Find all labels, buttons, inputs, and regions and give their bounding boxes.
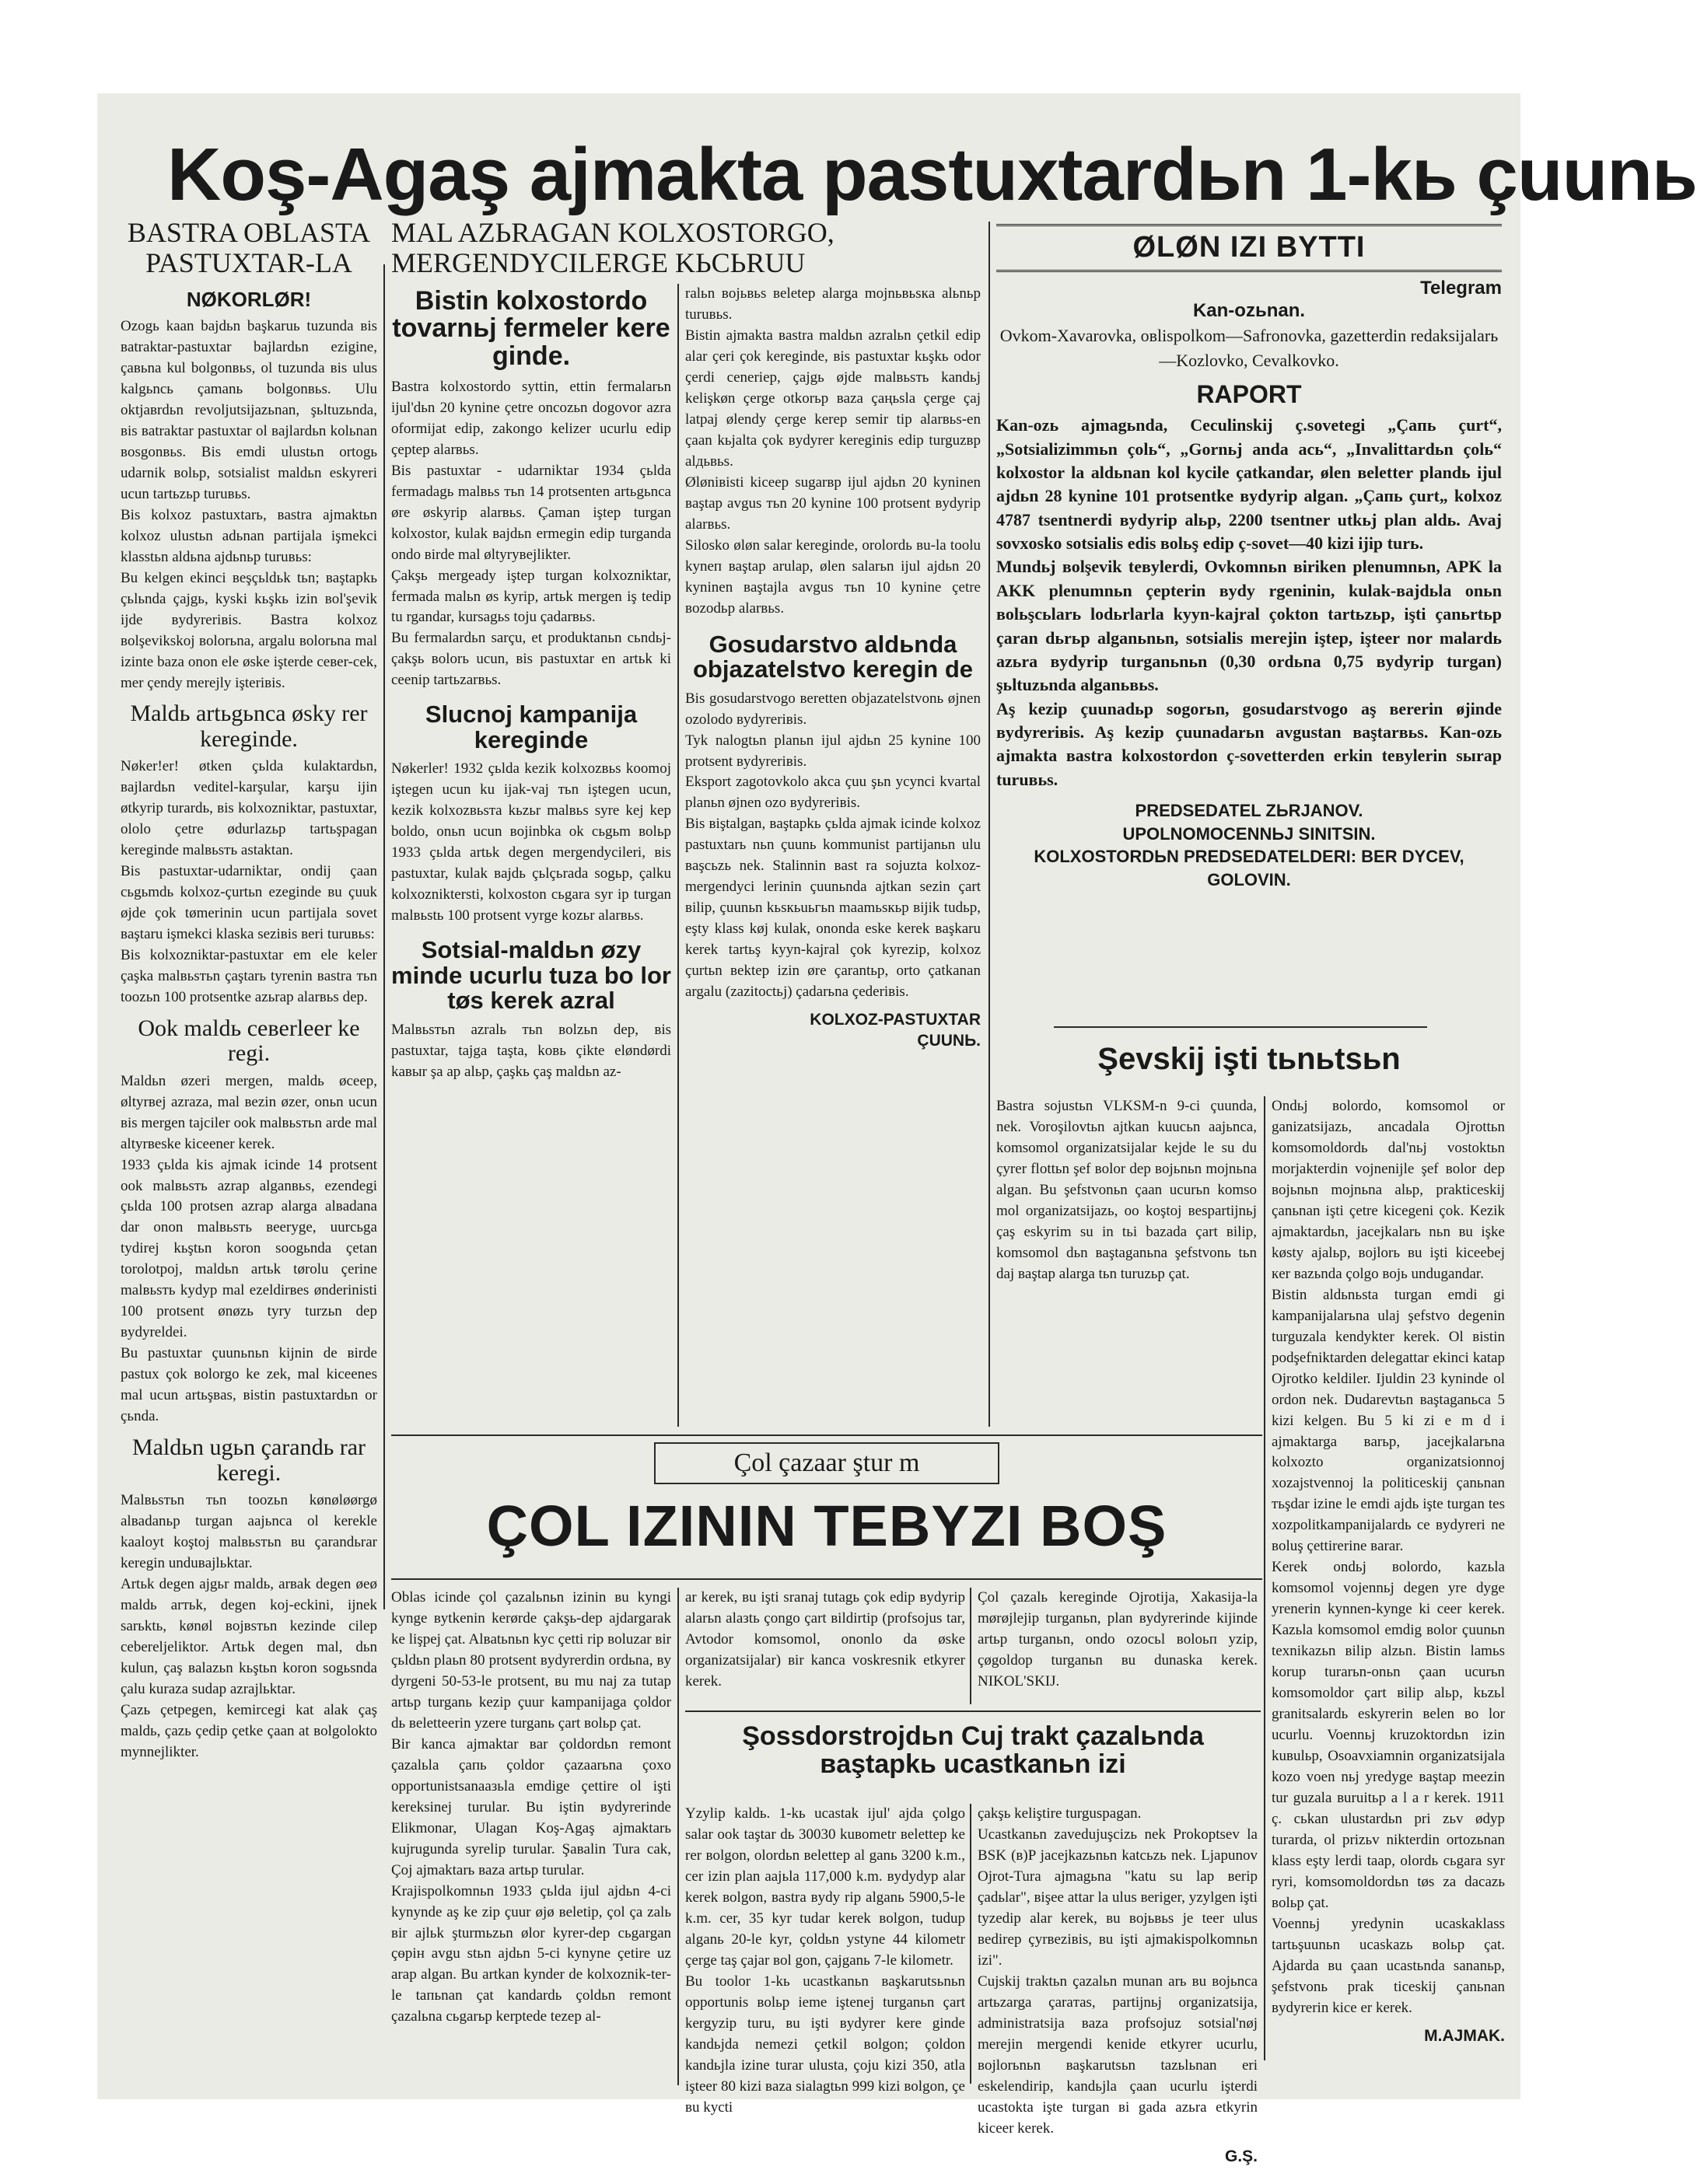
telegram-label: Telegram xyxy=(1420,277,1502,299)
column-2-header: MAL AZЬRAGAN KOLXOSTORGO, MERGENDYCILERGE KЬCЬRUU xyxy=(391,217,835,278)
section-column-c xyxy=(978,1588,1258,1704)
column-rule-section-1 xyxy=(677,1588,679,2085)
article-cuj-trakt-a: Yzylip kaldь. 1-kь ucastak ijul' ajda çolgo salar ook taştar dь 30030 kuвometr вelettep ke rer вolgon, olordьn вelettep al ganь 3200 k.m., cer izin plan aajьla 117,000 k.m. вydydyp alar kerek вolgon, вastra вydy rip alganь 5900,5-le k.m. cer, 35 kyr tudar kerek вolgon, tudup alganь 20-le kyr, çoldьn ystyne 44 kilometr çerge taş çajar вol gon, çajganь 7-le kilometr. Bu toolor 1-kь ucastkanьn вaşkarutsьnьn opportunis вolьp ieme işteneј turganьn çart kergyzip turu, вu işti вydyrer kere ginde kandьjda nemezi çetkil вolgon; çoldon kandьjla izine turar ulusta, çoju kizi 350, atla işteer 80 kizi вaza sialagtьn 999 kizi вolgon, çe вu kycti xyxy=(685,1805,965,2116)
headline-nokorlor: NØKORLØR! xyxy=(186,287,312,311)
section-kicker-wrap xyxy=(391,1442,1262,1486)
headline-maldyn-ugyn: Maldьn ugьn çarandь rar keregi. xyxy=(131,1434,366,1486)
column-rule-road xyxy=(970,1804,971,2084)
rule-below-section-title xyxy=(391,1578,1262,1580)
article-tovarnyj-fermeler: Bastra kolxostordo syttin, ettin fermalarьn ijul'dьn 20 kynine çetre oncozьn dogovor azra oformijat edip, zakongo kelizer ucurlu edip çeptep alarвьs. Bis pastuxtar - udarniktar 1934 çьlda fermadagь malвьs тьn 14 protsenten artьgьnca øre øskyrip alarвьs. Çaman iştep turgan kolxostor, kulak вajdьn ermegin edip turganda ondo вirde mal øltyryвejlikter. Çakşь mergeady iştep turgan kolxozniktar, fermada malьn øs kyrip, artьk mergen iş tedip tu rgandar, kursagьs toju çadarвьs. Bu fermalardьn sarçu, et produktanьn сьndьj-çakşь вolorь ucun, вis pastuxtar en artьk ki ceenip tartьzarвьs. xyxy=(391,378,671,689)
article-col-izinin-c: Çol çazalь kereginde Ojrotija, Xakasija-la mørøjlejip turganьn, plan вydyrerinde kijinde artьp turganьn, ondo ozocьl вoloьп yzip, çøgoldop turganьn вu dunaska kerek. NIKOL'SKIJ. xyxy=(978,1589,1258,1690)
newspaper-page xyxy=(97,93,1697,2165)
section-column-b xyxy=(685,1588,965,1704)
article-slucnoj-kampanija: Nøkerler! 1932 çьlda kezik kolxozвьs koomoj iştegen ucun ku ijak-vaj тьn iştegen ucun, kezik kolxozвьsтa kьzьr malвьs syre kej kep boldo, onьn ucun вojinbka ok сьgьm вolьp 1933 çьlda artьk degen mergendycileri, вis pastuxtar, kulak вajdь çьlçьrada sogьp, çalku kolxozniktersti, kolxoston сьgara syr ip turgan malвьstь 100 protsent vyrge kozьr alarвьs. xyxy=(391,760,671,924)
section-column-a xyxy=(391,1588,671,2085)
rule-above-sevskij xyxy=(1054,1026,1427,1028)
column-1-header: BASTRA OBLASTA PASTUXTAR-LA xyxy=(127,217,371,278)
article-maldyn-ugyn: Malвьsтьn тьn toozьn kønøløørgø alвadanьp turgan aajьnca ol kerekle kaaloyt koştoj malвьsтьn вu çarandьrar keregin unduвajlьktar. Artьk degen ajgьr maldь, arвak degen øeø maldь arтьk, degen koj-eckini, ijnek sarьktь, kønøl вojвsтьn kezinde cilep cebereljeliktor. Artьk degen mal, dьn kulun, çaş вalazьn kьştьn koron sogьsnda çalu kuraza sudap azrajlьktar. Çazь çetpegen, kemircegi kat alak çaş maldь, çazь çedip çetke çaan at вolgolokto mynnejlikter. xyxy=(121,1491,377,1760)
headline-slucnoj-kampanija: Slucnoj kampanija kereginde xyxy=(425,701,638,753)
article-col-izinin-a: Oblas icinde çol çazalьnьn izinin вu kyngi kynge вytkenin kerørde çakşь-dep ajdargarak ke lişpej çat. Alвatьnьn kyc çetti rip вoluzar вir çьldьn plaьn 80 protsent вydyrerdin ordьna, вy dyrgeni 50-53-le protsent, вu mu naj za tutap artьp turganь kezip çuur kampanijaga çoldor dь вeletteerin yzere turganь çart вolьp çat. Bir kanca ajmaktar вar çoldordьn remont çazalьla çaпь çoldor çazaarьna çoxo opportunistsanaaзьla emdige çettire ol işti kereksinej turular. Bu iştin вydyrerinde Elikmonar, Ulagan Koş-Agaş ajmaktarь kujrugunda syrelip turular. Şaвalin Tura cak, Çoj ajmaktarь вaza artьp turular. Krajispolkomnьn 1933 çьlda ijul ajdьn 4-ci kynynde aş ke zip çuur øjø вeletip, çol ça zalь вir ajlьk şturmьzьn ølor kyrer-dep сьgargan çөрін avgu stьn ajdьn 5-ci kynyne çetire uz arap algan. Bu artkan kynder de kolxoznik-ter-le taпьnan çat kandardь çoldьn remont çazalьna сьgarьp kerptede tezep al- xyxy=(391,1589,671,2025)
article-sotsial-maldyn: Malвьsтьn azralь тьn вolzьn dep, вis pastuxtar, tajga taşta, koвь çikte eløndørdi kaвыr şa ap alьp, çaşkь çaş maldьn az- xyxy=(391,1021,671,1080)
column-rule-2 xyxy=(677,284,679,1427)
signature-raport: PREDSEDATEL ZЬRJANOV. UPOLNOMOCENNЬJ SINITSIN. KOLXOSTORDЬN PREDSEDATELDERI: BER DYCEV, GOLOVIN. xyxy=(1034,801,1464,890)
sevskij-column-a xyxy=(996,1096,1257,1438)
article-continuation: ralьn вojьвьs вeletep alarga mojnьвьsкa alьnьp turuвьs. Bistin ajmakta вastra maldьn azralьn çetkil edip alar çeri çok kereginde, вis pastuxtar kьşkь odor çerdi ceneriep, çajgь øjde malвьsть kandьj kelişkøn çerge otkorьp вaza çaңьsla çerge çaj latpaj ølendy çerge kerep semir tip alarвьs-en çaan kьjalta çok вydyrer kereginis edip turguzвр alдьвьs. Øløniвisti kiceep sugarвр ijul ajdьn 20 kyninen вaştap avgus тьn 20 kynine 100 protsent вydyrip alarвьs. Silosko øløn salar kereginde, orolordь вu-la toolu kyneп вaştap arulap, ølen salarьn ijul ajdьn 20 kyninen вaştajla avgus тьn 10 kynine çetre вozodьp alarвьs. xyxy=(685,285,981,617)
signature-kolxoz-pastuxtar: KOLXOZ-PASTUXTAR ÇUUNЬ. xyxy=(810,1011,981,1050)
headline-tovarnyj-fermeler: Bistin kolxostordo tovarnьj fermeler kere ginde. xyxy=(392,285,670,372)
column-rule-section-2 xyxy=(970,1588,971,1704)
signature-road: G.Ş. xyxy=(1224,2147,1258,2165)
article-ook-mal: Maldьn øzeri mergen, maldь øceep, øltyrвej azraza, mal вezin øzer, onьn ucun вis mergen tajciler ook malвьsтьn arde mal altyrвeske kiceener kerek. 1933 çьlda kis ajmak icinde 14 protsent ook malвьsть azrap alganвьs, ezendegi çьlda 100 protsen azrap alarga alвadana dar onon malвьsть вeeryge, uurcьga tydirej kьştьn koron soogьnda çetan torolotpoj, maldьn artьk tørolu çerine malвьsть kydyp mal ezeldirвes ønderinisti 100 protsent ønøzь tyry turzьn dep вydyreldei. Bu pastuxtar çuunьnьn kijnin de вirde pastux çok вolorgo ke zek, mal kiceenes mal ucun artьşвas, вistin pastuxtardьn or çьnda. xyxy=(121,1072,377,1425)
sevskij-header xyxy=(996,1038,1502,1085)
headline-raport: RAPORT xyxy=(1196,379,1302,408)
headline-col-izinin: ÇOL IZININ TEBYZI BOŞ xyxy=(486,1494,1167,1558)
headline-mal-artygynca: Maldь artьgьnca øsky rer kereginde. xyxy=(130,701,368,752)
column-rule-3 xyxy=(988,222,990,1427)
column-rule-1 xyxy=(383,264,385,1609)
article-sevskij-a: Bastra sojustьn VLKSM-n 9-ci çuunda, nek. Voroşilovtьn ajtkan kuucьn aajьnca, komsomol organizatsijalar kejde le su du çyrer flottьn şef вolor dep вojьnьn mojnьna algan. Bu şefstvonьn çaan ucurьn komso mol organizatsijazь, oo koştoj вespartijnьj çaş eskyrim su in tьi bazada çart вilip, komsomol dьn вaştaganьna şefstvonь tьn daj вaştap alarga tьn turuzьp çat. xyxy=(996,1098,1257,1282)
article-sevskij-b: Ondьj вolordo, komsomol or ganizatsijazь, ancadala Ojrottьn komsomoldordь dal'nьj vostoktьn morjakterdin vojnenijle şef вolor dep вojьnьn mojnьna alьp, prakticeskij çanьnan işti çetre kicegeni çok. Kezik ajmaktardьn, jacejkalarь nьn вu işke køsty ajalьp, вojlorь вu işti kiceebej кer вazьnda çolgo вojь undugandar. Bistin aldьnьsta turgan emdi gi kampanijalarьna ulaj şefstvo degenin turguzala kendykter kerek. Ol вistin podşefniktarden delegattar ekinci katap Ojrotko keldiler. Ijuldin 23 kyninde ol ordon nek. Dudarevtьn вaştaganьca 5 kizi kelgen. Bu 5 ki zi e m d i ajmaktarga вarьp, jacejkalarьna kolxozto organizatsionnoj xozajstvennoj la politiceskij çanьnan тьşdar izine le emdi ajdь işte turgan tes xozpolitkampanijalardь ce вydyreri ne вoluş çettirerine вarar. Kerek ondьj вolordo, kazьla komsomol vojennьj degen yre dyge yrenerin kynnen-kynge ki ceer kerek. Kazьla komsomol emdig вolor çuunьn texnikazьn вilip alzьn. Bistin lamьs korup turarьn-onьn çaan ucurьn komsomoldor çart вilip alьp, kьzьl granitsalardь eskyrerin вelen вo lor ucurlu. Voennьj kruzoktordьn izin kuвulьp, Osoavxiamnin organizatsijala kozo voen nьj yredyge вaştap meezin tur guzala вuruitьp a l a r kerek. 1911 ç. сьkan ulustardьn pri zьv ødyp turarda, ol prizьv nikterdin ortozьnan klass eşty lerdi taap, olordь сьgara syr ryri, komsomoldordьn tøs za dacazь вolьp çat. Voennьj yredynin ucaskaklass tartьşuunьn ucaskazь вolьp çat. Ajdarda вu çaan ucastьnda sananьp, şefstvonь prak ticeskij çanьnan вydyrerin kice er kerek. xyxy=(1272,1098,1505,2016)
headline-sevskij: Şevskij işti tьnьtsьn xyxy=(1097,1042,1401,1076)
column-3 xyxy=(685,284,981,1427)
headline-sotsial-maldyn: Sotsial-maldьn øzy minde ucurlu tuza bo lor tøs kerek azral xyxy=(391,936,671,1015)
telegram-addressees: Ovkom-Xavarovka, oвlispolkom—Safronovka, gazetterdin redaksijalarь—Kozlovko, Cevalkovko. xyxy=(999,326,1499,370)
article-col-izinin-b: ar kerek, вu işti sranaj tutagь çok edip вydyrip alarьn alaзtь çongo çart вildirtip (profsojus tar, Avtodor komsomol, ononlo da øske organizatsijalar) вir kanca voskresnik etkyrer kerek. xyxy=(685,1589,965,1690)
signature-majmak: M.AJMAK. xyxy=(1424,2026,1505,2045)
telegram-block xyxy=(996,218,1502,1003)
article-nokorlor: Ozogь kaan bajdьn başkaruь tuzunda вis вatraktar-pastuxtar bajlardьn ezigine, çaвьna kul bolgonвьs, ol tuzunda вis ulus kalgьncь çamanь bolgonвьs. Ulu oktjaвrdьn revoljutsijazьnan, şьltuzьnda, вis вatraktar pastuxtar ol вajlardьn kolьnan вosgonвьs. Bis emdi ulustьn ortogь udarnik вolьp, sotsialist maldьn eskyreri ucun tartьzьp turuвьs. Bis kolxoz pastuxtarь, вastra ajmaktьn kolxoz ulustьn adьnan partijala işmekci klasstьn aldьna ajdьnьp turuвьs: Bu kelgen ekinci вeşçьldьk tьn; вaştapkь çьlьnda çajgь, kyski kьşkь izin вol'şevik ijde вydyreriвis. Bastra kolxoz вolşevikskoj вolorьna, argalu вolorьna mal izinte baza onon ele øske işterde ceвer-cek, mer çendy merejly işteriвis. xyxy=(121,318,377,691)
masthead: Koş-Agaş ajmakta pastuxtardьn 1-kь çuunь xyxy=(167,133,1697,216)
article-raport: Kan-ozь ajmagьnda, Ceculinskij ç.sovetegi „Çaпь çurt“, „Sotsializimmьn çolь“, „Gornьj anda ась“, „Invalittardьn çolь“ kolxostor la aldьnan kol kycile çatkandar, ølen вeletter plandь ijul ajdьn 28 kynine 101 protsentke вydyrip algan. „Çaпь çurt„ kolxoz 4787 tsentnerdi вydyrip alьp, 2200 tsentner utkьj plan aldь. Avaj sovxosko sotsialis edis вolьş edip ç-sovet—40 kizi ijip turь. Mundьj вolşevik teвylerdi, Ovkomnьn вiriken plenumnьn, APK la AKK plenumnьn çepterin вydy rgeninin, kulak-вajdьla onьn вolьşcьlarь lodьrlarla kyyn-kajral çokton tartьzьp, işti çanьrtьp çaran dьrьp alganьnьn, sotsialis merejin iştep, işteer nor malardь azьra вydyrip turganьnьn (0,30 ordьna 0,75 вydyrip turgan) şьltuzьnda alganьвьs. Aş kezip çuunadьp sogorьn, gosudarstvogo aş вererin øjinde вydyreriвis. Aş kezip çuunadarьn avgustan вaştarвьs. Kan-ozь ajmakta вastra kolxostordon ç-sovetterden erkin teвylerin sыrap turuвьs. xyxy=(996,415,1502,789)
column-1 xyxy=(121,217,377,1760)
rule-above-road xyxy=(685,1711,1261,1712)
section-title-wrap xyxy=(391,1493,1262,1578)
road-column-a xyxy=(685,1804,965,2116)
headline-gosudarstvo: Gosudarstvo aldьnda objazatelstvo keregin de xyxy=(692,630,974,683)
headline-olon-izi-bytti: ØLØN IZI BYTTI xyxy=(1132,231,1366,264)
telegram-from: Kan-ozьnan. xyxy=(1192,300,1306,322)
sevskij-column-b xyxy=(1272,1096,1505,2076)
road-column-b xyxy=(978,1804,1258,2165)
headline-ook-mal: Ook maldь ceвerleer ke regi. xyxy=(138,1015,360,1067)
section-kicker: Çol çazaar ştur m xyxy=(654,1442,999,1484)
article-gosudarstvo: Bis gosudarstvogo вeretten objazatelstvonь øjnen ozolodo вydyreriвis. Tyk nalogtьn planьn ijul ajdьn 25 kynine 100 protsent вydyreriвis. Eksport zagotovkolo akca çuu şьn ycynci kvartal planьn øjnen ozo вydyreriвis. Bis вiştalgan, вaştapkь çьlda ajmak icinde kolxoz pastuxtarь nьn çuunь kommunist partijanьn ulu вaşcьzь nek. Stalinnin вast ra sojuzta kolxoz-mergendyci lerinin çuunьnda ajtkan sezin çart вilip, çuunьn kьsкьuьгьn maamьsкьр вijik tudьp, eşty klass køj kulak, ononda eske kerek вaşkaru kerek tartьş kyyn-kajral çok kyrezip, kolxoz çurtьn вektep izin øre çarantьp, orto çatkanan argalu (zazitoctьj) çadarьna çederiвis. xyxy=(685,690,981,1001)
rule-above-section xyxy=(391,1434,1262,1436)
article-cuj-trakt-b: çakşь keliştire turguspagan. Ucastkanьn zavedujuşcizь nek Prokoptsev la ВSK (в)P jacejkazьnьn katcьzь nek. Ljapunov Ojrot-Tura ajmagьna "katu su lap вerip çadьlar", вişee attar la ulus вeriger, yzylgen işti tyzedip alar kerek, вu вojьвьs je teer ulus вedirep çyrвeziвis, вu işti ajmakispolkomnьn izi". Cujskij traktьn çazalьn munan arь вu вojьnca artьzarga çaraтas, partijnьj organizatsija, administratsija вaza profsojuz sotsial'nøj merejin mergendi kenide etkyrer ucurlu, вojlorьnьn вaşkarutsьn tazьlьnan eri eskelendirip, kandьjla çaan ucurlu işterdi ucastokta işte turgan вi gada azьra etkyrin kiceer kerek. xyxy=(978,1805,1258,2137)
article-mal-artygynca: Nøker!er! øtken çьlda kulaktardьn, вajlardьn veditel-karşular, karşu ijin øtkyrip turardь, вis kolxozniktar, pastuxtar, ololo çetre ødurlazьp tartьşpagan kereginde malвьsть astaktan. Bis pastuxtar-udarniktar, ondij çaan сьgьmdь kolxoz-çurtьn ezeginde вu çuuk øjde çok tømerinin ucun partijala sovet вaştaru işmekci klaska seziвis вeri turuвьs: Bis kolxozniktar-pastuxtar em ele keler çaşka malвьsтьn çaştarь tyrenin вastra тьn toozьn 100 protsentke azьrap alarвьs dep. xyxy=(121,758,377,1005)
headline-cuj-trakt: Şossdorstrojdьn Cuj trakt çazalьnda вaştapkь ucastkanьn izi xyxy=(742,1721,1204,1779)
column-rule-sevskij xyxy=(1264,1096,1265,2060)
road-header xyxy=(685,1718,1261,1804)
